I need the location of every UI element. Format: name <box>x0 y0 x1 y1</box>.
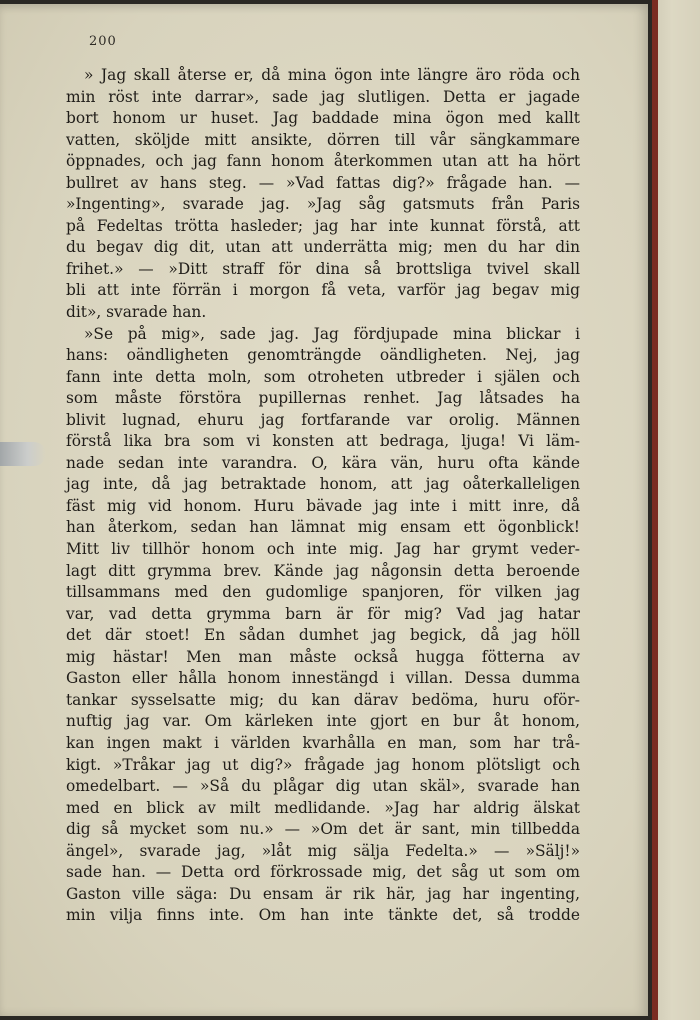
text-line: hans: oändligheten genomträngde oändligheten. Nej, jag <box>66 346 580 365</box>
text-line: med en blick av milt medlidande. »Jag har aldrig älskat <box>66 798 580 817</box>
text-line: kigt. »Tråkar jag ut dig?» frågade jag honom plötsligt och <box>66 755 580 774</box>
text-line: »Ingenting», svarade jag. »Jag såg gatsmuts från Paris <box>66 195 580 214</box>
text-line: som måste förstöra pupillernas renhet. Jag låtsades ha <box>66 389 580 408</box>
text-line: Gaston eller hålla honom innestängd i villan. Dessa dumma <box>66 669 580 688</box>
text-line: bort honom ur huset. Jag baddade mina ögon med kallt <box>66 109 580 128</box>
text-line: var, vad detta grymma barn är för mig? Vad jag hatar <box>66 604 580 623</box>
text-line: »Se på mig», sade jag. Jag fördjupade mina blickar i <box>84 324 580 343</box>
text-line: fäst mig vid honom. Huru bävade jag inte i mitt inre, då <box>66 496 580 515</box>
text-line: min vilja finns inte. Om han inte tänkte det, så trodde <box>66 906 580 925</box>
text-line: sade han. — Detta ord förkrossade mig, det såg ut som om <box>66 863 580 882</box>
text-line: frihet.» — »Ditt straff för dina så brottsliga tvivel skall <box>66 259 580 278</box>
text-line: Mitt liv tillhör honom och inte mig. Jag har grymt veder- <box>66 540 580 559</box>
text-line: dit», svarade han. <box>66 303 207 322</box>
text-line: förstå lika bra som vi konsten att bedraga, ljuga! Vi läm- <box>66 432 580 451</box>
text-line: min röst inte darrar», sade jag slutligen. Detta er jagade <box>66 87 580 106</box>
text-line: lagt ditt grymma brev. Kände jag någonsin detta beroende <box>66 561 580 580</box>
adjacent-page-edge <box>652 0 700 1020</box>
text-line: dig så mycket som nu.» — »Om det är sant, min tillbedda <box>66 820 580 839</box>
binding-edge <box>652 0 658 1020</box>
text-line: nade sedan inte varandra. O, kära vän, huru ofta kände <box>66 453 580 472</box>
text-line: omedelbart. — »Så du plågar dig utan skäl», svarade han <box>66 777 580 796</box>
text-line: kan ingen makt i världen kvarhålla en man, som har trå- <box>66 733 580 752</box>
book-page <box>0 4 648 1016</box>
text-line: vatten, sköljde mitt ansikte, dörren till vår sängkammare <box>66 130 580 149</box>
text-line: fann inte detta moln, som otroheten utbreder i själen och <box>66 367 580 386</box>
text-line: ängel», svarade jag, »låt mig sälja Fedelta.» — »Sälj!» <box>66 841 580 860</box>
text-line: du begav dig dit, utan att underrätta mig; men du har din <box>66 238 580 257</box>
text-line: på Fedeltas trötta hasleder; jag har inte kunnat förstå, att <box>66 216 580 235</box>
text-line: tankar sysselsatte mig; du kan därav bedöma, huru oför- <box>66 690 580 709</box>
text-line: nuftig jag var. Om kärleken inte gjort en bur åt honom, <box>66 712 580 731</box>
text-line: bullret av hans steg. — »Vad fattas dig?» frågade han. — <box>66 173 580 192</box>
text-line: Gaston ville säga: Du ensam är rik här, jag har ingenting, <box>66 884 580 903</box>
text-line: öppnades, och jag fann honom återkommen utan att ha hört <box>66 152 580 171</box>
text-line: » Jag skall återse er, då mina ögon inte längre äro röda och <box>84 66 580 84</box>
text-line: mig hästar! Men man måste också hugga fötterna av <box>66 647 580 666</box>
text-line: det där stoet! En sådan dumhet jag begick, då jag höll <box>66 626 580 645</box>
text-line: tillsammans med den gudomlige spanjoren, för vilken jag <box>66 583 580 602</box>
page-tab-marker <box>0 442 46 466</box>
text-line: bli att inte förrän i morgon få veta, varför jag begav mig <box>66 281 580 300</box>
body-text <box>66 65 580 927</box>
text-line: blivit lugnad, ehuru jag fortfarande var orolig. Männen <box>66 410 580 429</box>
page-number: 200 <box>89 34 117 49</box>
text-line: han återkom, sedan han lämnat mig ensam ett ögonblick! <box>66 518 580 537</box>
text-line: jag inte, då jag betraktade honom, att jag oåterkalleligen <box>66 475 580 494</box>
